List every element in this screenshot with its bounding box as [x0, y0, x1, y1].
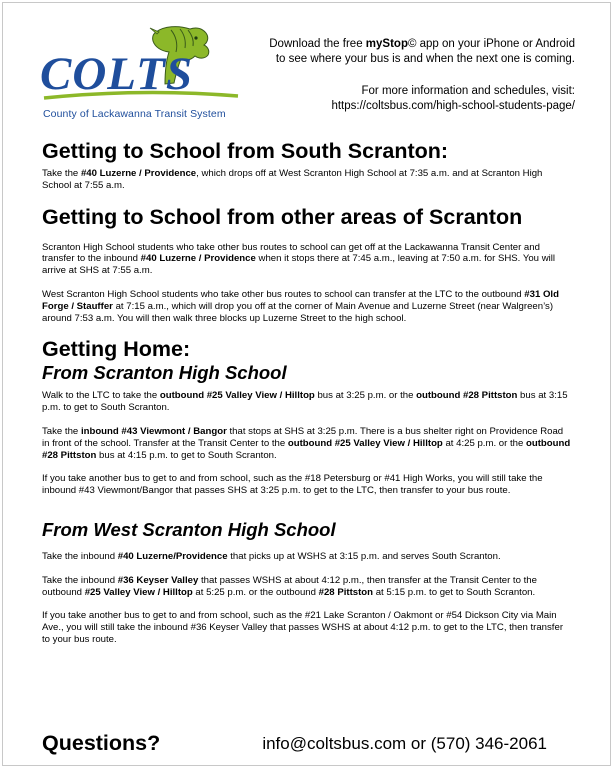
heading-south-scranton: Getting to School from South Scranton:: [42, 139, 449, 163]
paragraph-other-areas-wshs: West Scranton High School students who take other bus routes to school can transfer at the LTC to the outbound #31 Old Forge / Stauffer at 7:15 a.m., which will drop you off at the corner of Main Avenue and Luzerne Street (near Walgreen’s) around 7:53 a.m. You will then walk three blocks up Luzerne Street to the high school.: [42, 288, 559, 324]
heading-other-areas: Getting to School from other areas of Scranton: [42, 204, 523, 229]
paragraph-wshs-bus40: Take the inbound #40 Luzerne/Providence that picks up at WSHS at 3:15 p.m. and serves South Scranton.: [42, 550, 501, 562]
header-info: [215, 37, 575, 114]
paragraph-wshs-bus36: Take the inbound #36 Keyser Valley that passes WSHS at about 4:12 p.m., then transfer at the Transit Center to the outbound #25 Valley View / Hilltop at 5:25 p.m. or the outbound #28 Pittston at 5:15 p.m. to get to South Scranton.: [42, 574, 537, 598]
paragraph-south-scranton: Take the #40 Luzerne / Providence, which drops off at West Scranton High School at 7:35 a.m. and at Scranton High School at 7:55 a.m.: [42, 168, 543, 191]
subheading-from-shs: From Scranton High School: [42, 362, 287, 384]
paragraph-shs-other-bus: If you take another bus to get to and from school, such as the #18 Petersburg or #41 High Works, you will still take the inbound #43 Viewmont/Bangor that passes SHS at 3:25 p.m. to get to the LTC, then transfer to your bus route.: [42, 473, 543, 497]
info-line: For more information and schedules, visit:: [361, 85, 575, 97]
app-name: myStop: [365, 38, 408, 50]
logo-subtitle: County of Lackawanna Transit System: [43, 108, 226, 120]
app-promo-line-2: to see where your bus is and when the next one is coming.: [275, 53, 575, 65]
questions-heading: Questions?: [42, 731, 161, 755]
info-url-link[interactable]: https://coltsbus.com/high-school-students-page/: [331, 100, 575, 112]
paragraph-shs-walk: Walk to the LTC to take the outbound #25 Valley View / Hilltop bus at 3:25 p.m. or the outbound #28 Pittston bus at 3:15 p.m. to get to South Scranton.: [42, 390, 568, 414]
logo-wordmark: COLTS: [40, 48, 193, 100]
app-promo-line-1: Download the free myStop© app on your iPhone or Android: [269, 38, 575, 50]
paragraph-other-areas-shs: Scranton High School students who take other bus routes to school can get off at the Lackawanna Transit Center and transfer to the inbound #40 Luzerne / Providence when it stops there at 7:45 a.m., leaving at 7:50 a.m. for SHS. You will arrive at SHS at 7:55 a.m.: [42, 241, 556, 277]
main-content: [42, 138, 572, 646]
footer: [42, 731, 547, 761]
contact-info[interactable]: info@coltsbus.com or (570) 346-2061: [262, 734, 547, 753]
heading-getting-home: Getting Home:: [42, 337, 191, 362]
paragraph-wshs-other-bus: If you take another bus to get to and from school, such as the #21 Lake Scranton / Oakmont or #54 Dickson City via Main Ave., you will still take the inbound #36 Keyser Valley that passes WSHS at about 4:12 p.m. to get to the LTC, then transfer to your bus route.: [42, 610, 564, 645]
paragraph-shs-bus43: Take the inbound #43 Viewmont / Bangor that stops at SHS at 3:25 p.m. There is a bus shelter right on Providence Road in front of the school. Transfer at the Transit Center to the outbound #25 Valley View / Hilltop at 4:25 p.m. or the outbound #28 Pittston bus at 4:15 p.m. to get to South Scranton.: [42, 425, 571, 461]
subheading-from-wshs: From West Scranton High School: [42, 518, 336, 540]
